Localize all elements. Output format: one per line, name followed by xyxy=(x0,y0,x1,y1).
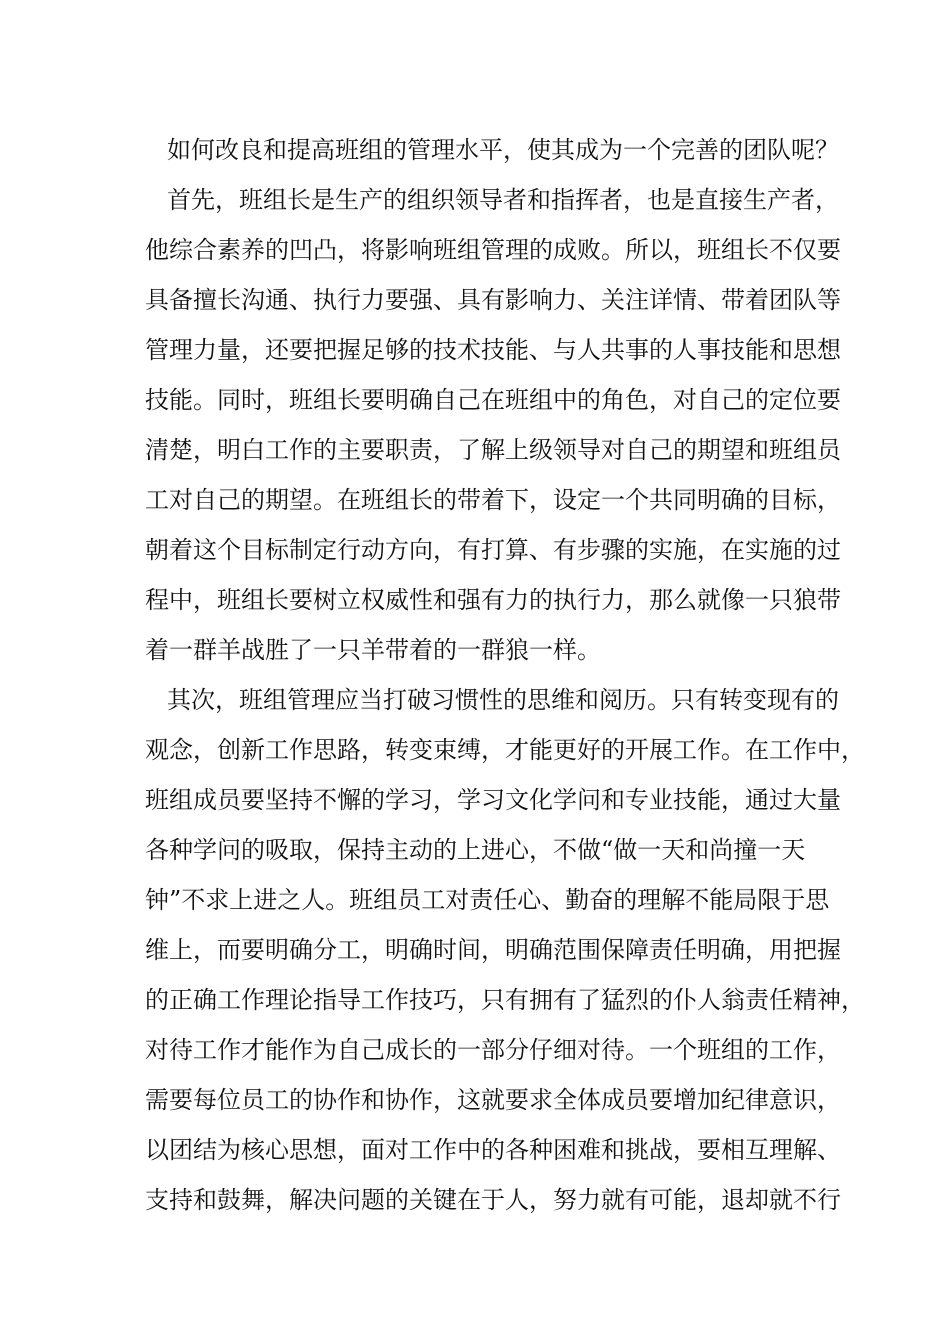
text-line: 清楚，明白工作的主要职责，了解上级领导对自己的期望和班组员 xyxy=(145,436,841,464)
text-line-intro-question: 如何改良和提高班组的管理水平，使其成为一个完善的团队呢？ xyxy=(167,136,839,164)
text-line: 班组成员要坚持不懈的学习，学习文化学问和专业技能，通过大量 xyxy=(145,786,841,814)
text-line: 各种学问的吸取，保持主动的上进心，不做“做一天和尚撞一天 xyxy=(145,836,806,864)
text-line: 以团结为核心思想，面对工作中的各种困难和挑战，要相互理解、 xyxy=(145,1136,841,1164)
text-line: 的正确工作理论指导工作技巧，只有拥有了猛烈的仆人翁责任精神， xyxy=(145,986,865,1014)
text-line: 程中，班组长要树立权威性和强有力的执行力，那么就像一只狼带 xyxy=(145,586,841,614)
body-text xyxy=(145,125,865,1225)
text-line-para1-start: 首先，班组长是生产的组织领导者和指挥者，也是直接生产者， xyxy=(167,186,839,214)
text-line: 工对自己的期望。在班组长的带着下，设定一个共同明确的目标， xyxy=(145,486,841,514)
text-line: 他综合素养的凹凸，将影响班组管理的成败。所以，班组长不仅要 xyxy=(145,236,841,264)
text-line: 具备擅长沟通、执行力要强、具有影响力、关注详情、带着团队等 xyxy=(145,286,841,314)
text-line: 管理力量，还要把握足够的技术技能、与人共事的人事技能和思想 xyxy=(145,336,841,364)
text-line: 观念，创新工作思路，转变束缚，才能更好的开展工作。在工作中， xyxy=(145,736,865,764)
text-line: 需要每位员工的协作和协作，这就要求全体成员要增加纪律意识， xyxy=(145,1086,841,1114)
text-line: 支持和鼓舞，解决问题的关键在于人，努力就有可能，退却就不行 xyxy=(145,1186,841,1214)
text-line: 技能。同时，班组长要明确自己在班组中的角色，对自己的定位要 xyxy=(145,386,841,414)
text-line: 维上，而要明确分工，明确时间，明确范围保障责任明确，用把握 xyxy=(145,936,841,964)
text-line: 朝着这个目标制定行动方向，有打算、有步骤的实施，在实施的过 xyxy=(145,536,841,564)
text-line: 对待工作才能作为自己成长的一部分仔细对待。一个班组的工作， xyxy=(145,1036,841,1064)
text-line-para2-start: 其次，班组管理应当打破习惯性的思维和阅历。只有转变现有的 xyxy=(167,686,839,714)
text-line: 钟”不求上进之人。班组员工对责任心、勤奋的理解不能局限于思 xyxy=(145,886,830,914)
text-line: 着一群羊战胜了一只羊带着的一群狼一样。 xyxy=(145,636,601,664)
